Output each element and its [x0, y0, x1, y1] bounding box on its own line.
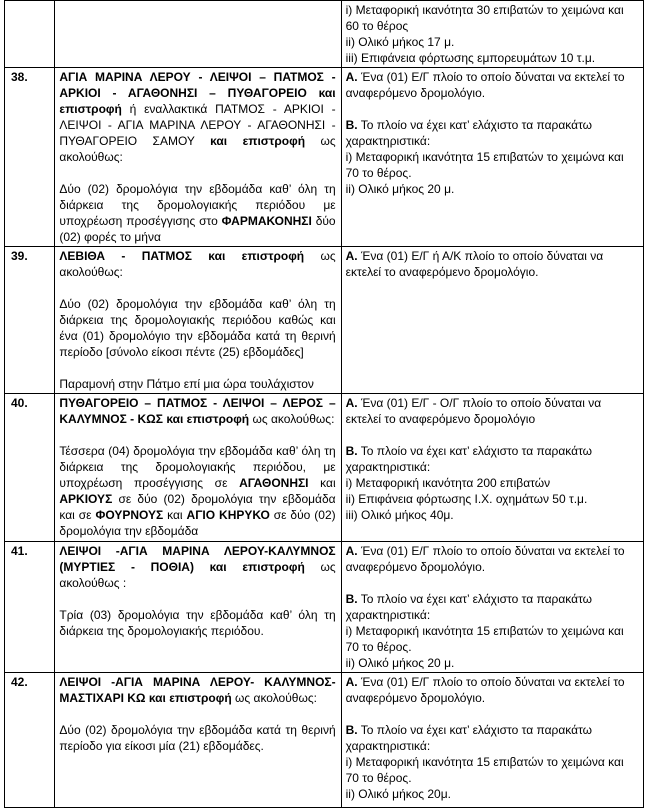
req-line: i) Μεταφορική ικανότητα 15 επιβατών το χειμώνα και 70 το θέρος. [345, 150, 624, 180]
req-line: i) Μεταφορική ικανότητα 200 επιβατών [345, 476, 551, 490]
req-line: Β. Το πλοίο να έχει κατ’ ελάχιστο τα παρακάτω χαρακτηριστικά: [345, 592, 593, 622]
route-description [55, 394, 341, 542]
table-row [5, 247, 644, 394]
table-row [5, 673, 644, 808]
req-line: Α. Ένα (01) Ε/Γ πλοίο το οποίο δύναται να εκτελεί το αναφερόμενο δρομολόγιο. [345, 675, 625, 705]
req-line: Α. Ένα (01) Ε/Γ - Ο/Γ πλοίο το οποίο δύναται να εκτελεί το αναφερόμενο δρομολόγιο [345, 396, 602, 426]
vessel-requirements [341, 68, 643, 247]
route-description [55, 673, 341, 808]
row-number: 39. [5, 247, 55, 394]
req-line: i) Μεταφορική ικανότητα 15 επιβατών το χειμώνα και 70 το θέρος. [345, 755, 624, 785]
table-row [5, 394, 644, 542]
req-line: Β. Το πλοίο να έχει κατ’ ελάχιστο τα παρακάτω χαρακτηριστικά: [345, 723, 593, 753]
req-line: Α. Ένα (01) Ε/Γ πλοίο το οποίο δύναται να εκτελεί το αναφερόμενο δρομολόγιο. [345, 70, 625, 100]
req-line: i) Μεταφορική ικανότητα 15 επιβατών το χειμώνα και 70 το θέρος. [345, 624, 624, 654]
row-number [5, 1, 55, 68]
row-number: 41. [5, 542, 55, 673]
req-line: ii) Ολικό μήκος 17 μ. [345, 35, 455, 49]
vessel-requirements [341, 247, 643, 394]
vessel-requirements [341, 394, 643, 542]
route-description [55, 1, 341, 68]
table-row [5, 542, 644, 673]
req-line: ii) Ολικό μήκος 20 μ. [345, 656, 455, 670]
row-number: 40. [5, 394, 55, 542]
route-text: Δύο (02) δρομολόγια την εβδομάδα καθ’ όλη τη διάρκεια της δρομολογιακής περιόδου με υποχρέωση προσέγγισης στο ΦΑΡΜΑΚΟΝΗΣΙ δύο (02) φορές το μήνα [59, 182, 336, 244]
vessel-requirements [341, 1, 643, 68]
req-line: Β. Το πλοίο να έχει κατ’ ελάχιστο τα παρακάτω χαρακτηριστικά: [345, 118, 593, 148]
row-number: 38. [5, 68, 55, 247]
route-text: ΛΕΙΨΟΙ -ΑΓΙΑ ΜΑΡΙΝΑ ΛΕΡΟΥ-ΚΑΛΥΜΝΟΣ (ΜΥΡΤΙΕΣ - ΠΟΘΙΑ) και επιστροφή ως ακολούθως : [59, 544, 336, 590]
route-description [55, 68, 341, 247]
req-line: ii) Ολικό μήκος 20μ. [345, 787, 451, 801]
row-number: 42. [5, 673, 55, 808]
req-line: ii) Ολικό μήκος 20 μ. [345, 182, 455, 196]
req-line: Α. Ένα (01) Ε/Γ πλοίο το οποίο δύναται να εκτελεί το αναφερόμενο δρομολόγιο. [345, 544, 625, 574]
route-text: Παραμονή στην Πάτμο επί μια ώρα τουλάχιστον [59, 377, 314, 391]
routes-table [4, 0, 644, 808]
route-description [55, 247, 341, 394]
req-line: Α. Ένα (01) Ε/Γ ή Α/Κ πλοίο το οποίο δύναται να εκτελεί το αναφερόμενο δρομολόγιο. [345, 249, 604, 279]
req-line: ii) Επιφάνεια φόρτωσης Ι.Χ. οχημάτων 50 τ.μ. [345, 492, 588, 506]
route-text: ΑΓΙΑ ΜΑΡΙΝΑ ΛΕΡΟΥ - ΛΕΙΨΟΙ – ΠΑΤΜΟΣ - ΑΡΚΙΟΙ - ΑΓΑΘΟΝΗΣΙ – ΠΥΘΑΓΟΡΕΙΟ και επιστροφή ή εναλλακτικά ΠΑΤΜΟΣ - ΑΡΚΙΟΙ - ΛΕΙΨΟΙ - ΑΓΙΑ ΜΑΡΙΝΑ ΛΕΡΟΥ - ΑΓΑΘΟΝΗΣΙ - ΠΥΘΑΓΟΡΕΙΟ ΣΑΜΟΥ και επιστροφή ως ακολούθως: [59, 70, 336, 164]
route-text: ΛΕΒΙΘΑ - ΠΑΤΜΟΣ και επιστροφή ως ακολούθως: [59, 249, 336, 279]
route-text: Τέσσερα (04) δρομολόγια την εβδομάδα καθ’ όλη τη διάρκεια της δρομολογιακής περιόδου, με υποχρέωση προσέγγισης σε ΑΓΑΘΟΝΗΣΙ και ΑΡΚΙΟΥΣ σε δύο (02) δρομολόγια την εβδομάδα και σε ΦΟΥΡΝΟΥΣ και ΑΓΙΟ ΚΗΡΥΚΟ σε δύο (02) δρομολόγια την εβδομάδα [59, 444, 336, 538]
route-text: Δύο (02) δρομολόγια την εβδομάδα καθ’ όλη τη διάρκεια της δρομολογιακής περιόδου καθώς και ένα (01) δρομολόγιο την εβδομάδα κατά τη θερινή περίοδο [σύνολο είκοσι πέντε (25) εβδομάδες] [59, 297, 336, 359]
req-line: iii) Ολικό μήκος 40μ. [345, 508, 454, 522]
req-line: iii) Επιφάνεια φόρτωσης εμπορευμάτων 10 τ.μ. [345, 51, 596, 65]
route-text: ΛΕΙΨΟΙ -ΑΓΙΑ ΜΑΡΙΝΑ ΛΕΡΟΥ- ΚΑΛΥΜΝΟΣ-ΜΑΣΤΙΧΑΡΙ ΚΩ και επιστροφή ως ακολούθως: [59, 675, 336, 705]
route-description [55, 542, 341, 673]
route-text: ΠΥΘΑΓΟΡΕΙΟ – ΠΑΤΜΟΣ - ΛΕΙΨΟΙ – ΛΕΡΟΣ – ΚΑΛΥΜΝΟΣ - ΚΩΣ και επιστροφή ως ακολούθως: [59, 396, 336, 426]
table-row [5, 68, 644, 247]
req-line: Β. Το πλοίο να έχει κατ’ ελάχιστο τα παρακάτω χαρακτηριστικά: [345, 444, 593, 474]
route-text: Τρία (03) δρομολόγια την εβδομάδα καθ’ όλη τη διάρκεια της δρομολογιακής περιόδου. [59, 608, 336, 638]
route-text: Δύο (02) δρομολόγια την εβδομάδα κατά τη θερινή περίοδο για είκοσι μία (21) εβδομάδες. [59, 723, 336, 753]
table-row [5, 1, 644, 68]
req-line: i) Μεταφορική ικανότητα 30 επιβατών το χειμώνα και 60 το θέρος [345, 3, 624, 33]
vessel-requirements [341, 542, 643, 673]
vessel-requirements [341, 673, 643, 808]
